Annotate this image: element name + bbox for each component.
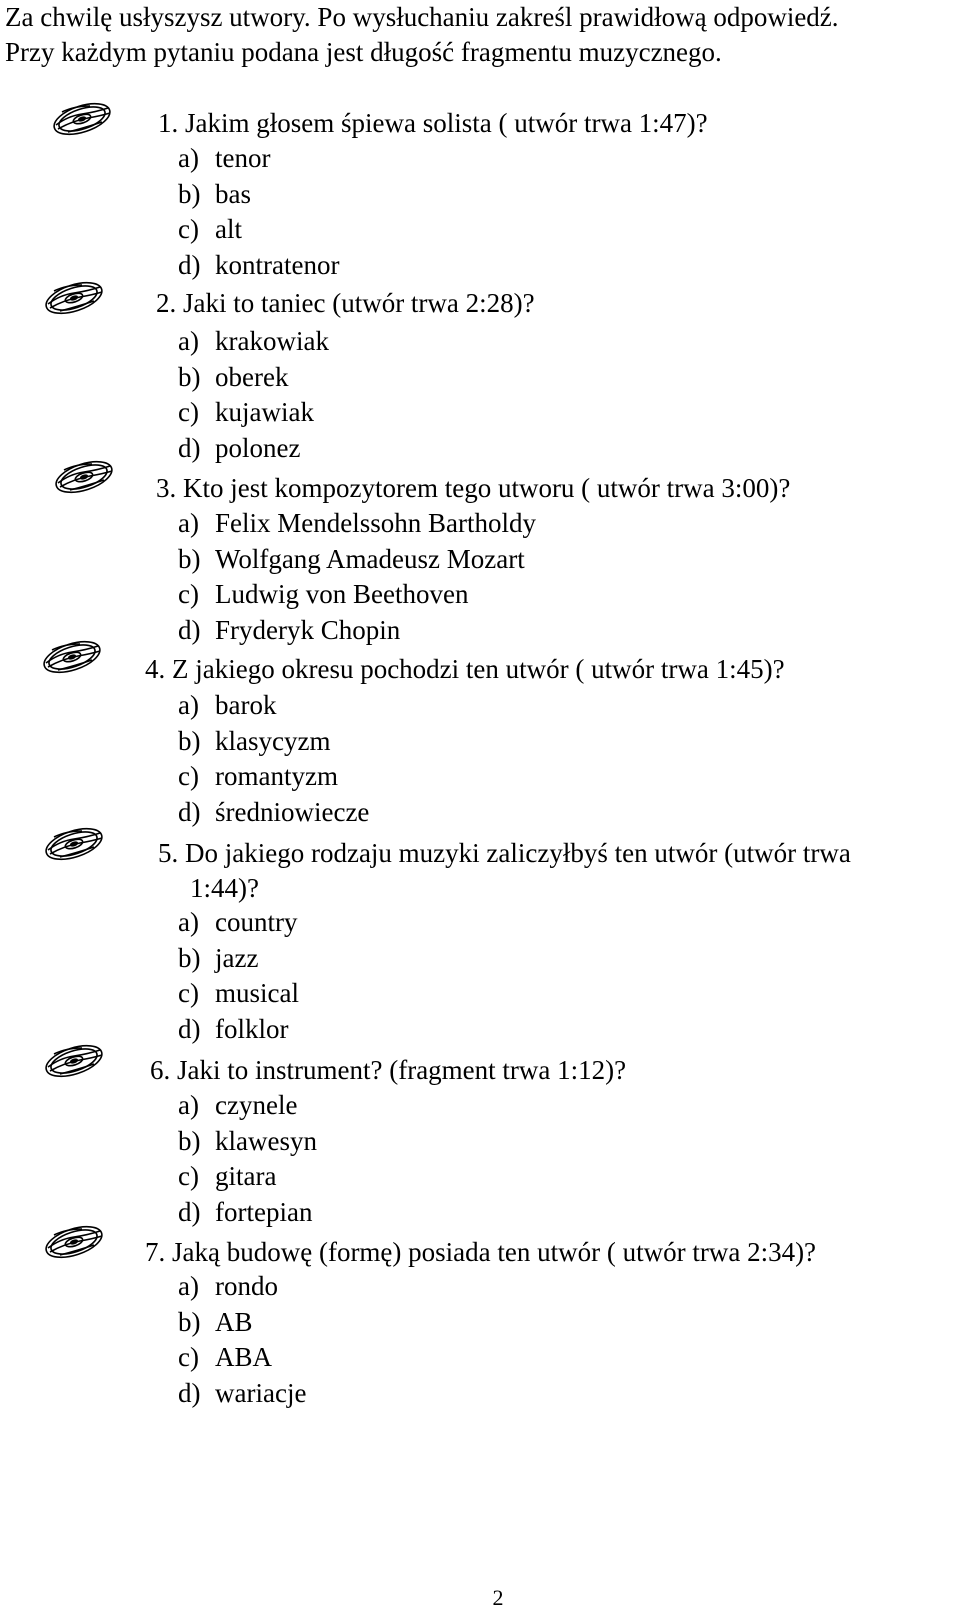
answer-option[interactable]: d) Fryderyk Chopin [178, 614, 401, 645]
answer-option[interactable]: c) kujawiak [178, 397, 314, 427]
answer-options [178, 141, 339, 283]
answer-option[interactable]: c) ABA [178, 1342, 273, 1372]
answer-options [178, 324, 329, 466]
answer-option[interactable]: d) polonez [178, 432, 301, 463]
answer-option[interactable]: c) romantyzm [178, 761, 338, 791]
question-text: 6. Jaki to instrument? (fragment trwa 1:12)? [150, 1055, 627, 1085]
cd-disc-icon [40, 277, 106, 319]
answer-option[interactable]: c) alt [178, 214, 242, 244]
answer-option[interactable]: c) musical [178, 978, 299, 1008]
answer-option[interactable]: b) Wolfgang Amadeusz Mozart [178, 543, 525, 574]
answer-option[interactable]: a) krakowiak [178, 326, 329, 356]
answer-option[interactable]: a) Felix Mendelssohn Bartholdy [178, 508, 536, 538]
answer-options [178, 1088, 317, 1230]
answer-option[interactable]: d) folklor [178, 1013, 289, 1044]
question-text: 2. Jaki to taniec (utwór trwa 2:28)? [156, 288, 535, 318]
answer-option[interactable]: a) country [178, 907, 298, 937]
answer-option[interactable]: d) wariacje [178, 1377, 307, 1408]
answer-options [178, 688, 369, 830]
cd-disc-icon [50, 456, 116, 498]
cd-disc-icon [38, 636, 104, 678]
question-text: 3. Kto jest kompozytorem tego utworu ( utwór trwa 3:00)? [156, 473, 791, 503]
answer-option[interactable]: d) kontratenor [178, 249, 340, 280]
question-text: 1. Jakim głosem śpiewa solista ( utwór trwa 1:47)? [158, 108, 708, 138]
answer-option[interactable]: c) Ludwig von Beethoven [178, 579, 469, 609]
cd-disc-icon [48, 98, 114, 140]
cd-disc-icon [40, 1221, 106, 1263]
answer-option[interactable]: b) jazz [178, 942, 259, 973]
answer-options [178, 1269, 306, 1411]
answer-option[interactable]: d) fortepian [178, 1196, 313, 1227]
answer-options [178, 905, 299, 1047]
cd-disc-icon [40, 1040, 106, 1082]
answer-option[interactable]: a) tenor [178, 143, 271, 173]
answer-option[interactable]: b) bas [178, 178, 251, 209]
answer-option[interactable]: b) oberek [178, 361, 289, 392]
answer-option[interactable]: a) czynele [178, 1090, 298, 1120]
answer-option[interactable]: b) klawesyn [178, 1125, 317, 1156]
instructions-line-1: Za chwilę usłyszysz utwory. Po wysłuchaniu zakreśl prawidłową odpowiedź. [5, 2, 839, 32]
answer-option[interactable]: b) klasycyzm [178, 725, 331, 756]
answer-option[interactable]: c) gitara [178, 1161, 277, 1191]
instructions [5, 0, 955, 70]
answer-option[interactable]: b) AB [178, 1306, 253, 1337]
cd-disc-icon [40, 823, 106, 865]
answer-option[interactable]: d) średniowiecze [178, 796, 370, 827]
question-text: 4. Z jakiego okresu pochodzi ten utwór ( utwór trwa 1:45)? [145, 654, 785, 684]
answer-options [178, 506, 536, 648]
answer-option[interactable]: a) barok [178, 690, 277, 720]
page-number: 2 [492, 1585, 504, 1610]
answer-option[interactable]: a) rondo [178, 1271, 278, 1301]
question-text: 7. Jaką budowę (formę) posiada ten utwór ( utwór trwa 2:34)? [145, 1237, 817, 1267]
question-text: 5. Do jakiego rodzaju muzyki zaliczyłbyś ten utwór (utwór trwa [158, 838, 851, 868]
instructions-line-2: Przy każdym pytaniu podana jest długość fragmentu muzycznego. [5, 37, 722, 67]
question-text-continued: 1:44)? [190, 873, 259, 903]
